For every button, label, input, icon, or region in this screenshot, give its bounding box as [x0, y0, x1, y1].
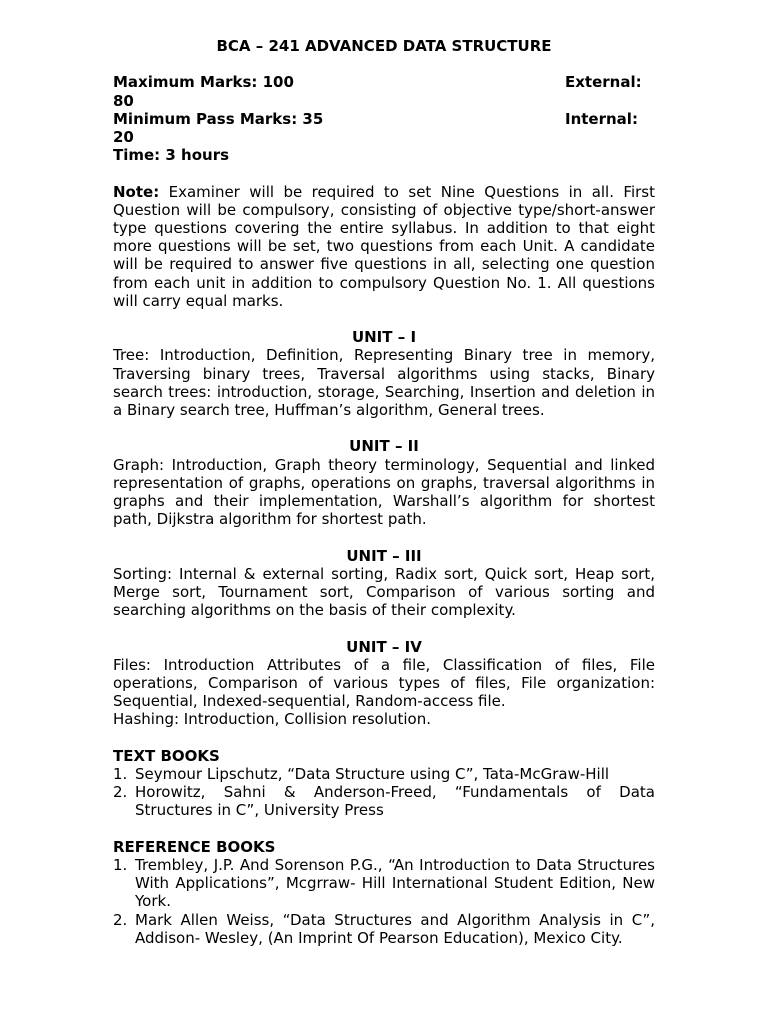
unit-heading: UNIT – II — [349, 437, 419, 456]
internal-label: Internal: — [565, 109, 638, 128]
unit-heading: UNIT – IV — [346, 637, 422, 656]
external-label: External: — [565, 73, 642, 92]
book-number: 1. — [113, 856, 128, 875]
reference-books-heading: REFERENCE BOOKS — [113, 837, 276, 856]
book-item — [113, 856, 655, 911]
units-section — [113, 310, 655, 729]
page-title: BCA – 241 ADVANCED DATA STRUCTURE — [216, 37, 552, 55]
unit-paragraph: Hashing: Introduction, Collision resolution. — [113, 710, 432, 729]
book-citation: Trembley, J.P. And Sorenson P.G., “An Introduction to Data Structures With Applications”, Mcgrraw- Hill International Student Edition, New York. — [135, 856, 655, 911]
book-item — [113, 765, 655, 783]
book-item — [113, 911, 655, 947]
min-pass-marks: Minimum Pass Marks: 35 — [113, 109, 324, 128]
internal-value: 20 — [113, 128, 134, 146]
external-value: 80 — [113, 91, 134, 110]
text-books-heading: TEXT BOOKS — [113, 746, 220, 765]
note-text: Examiner will be required to set Nine Questions in all. First Question will be compulsory, consisting of objective type/short-answer type questions covering the entire syllabus. In addition to that eight more questions will be set, two questions from each Unit. A candidate will be required to answer five questions in all, selecting one question from each unit in addition to compulsory Question No. 1. All questions will carry equal marks. — [113, 182, 655, 310]
max-marks-row — [113, 73, 655, 109]
unit-paragraph: Files: Introduction Attributes of a file, Classification of files, File operations, Comparison of various types of files, File organization: Sequential, Indexed-sequential, Random-access file. — [113, 655, 655, 711]
book-number: 2. — [113, 910, 128, 929]
document-body — [113, 37, 655, 947]
book-citation: Mark Allen Weiss, “Data Structures and Algorithm Analysis in C”, Addison- Wesley, (An Imprint Of Pearson Education), Mexico City. — [135, 910, 655, 947]
unit-paragraph: Tree: Introduction, Definition, Representing Binary tree in memory, Traversing binary trees, Traversal algorithms using stacks, Binary search trees: introduction, storage, Searching, Insertion and deletion in a Binary search tree, Huffman’s algorithm, General trees. — [113, 346, 655, 420]
note-paragraph — [113, 183, 655, 310]
min-pass-row — [113, 110, 655, 146]
book-citation: Seymour Lipschutz, “Data Structure using C”, Tata-McGraw-Hill — [135, 765, 610, 784]
book-item — [113, 783, 655, 819]
max-marks: Maximum Marks: 100 — [113, 73, 294, 92]
unit-paragraph: Graph: Introduction, Graph theory terminology, Sequential and linked representation of graphs, operations on graphs, traversal algorithms in graphs and their implementation, Warshall’s algorithm for shortest path, Dijkstra algorithm for shortest path. — [113, 455, 655, 529]
unit-paragraph: Sorting: Internal & external sorting, Radix sort, Quick sort, Heap sort, Merge sort, Tournament sort, Comparison of various sorting and searching algorithms on the basis of their complexity. — [113, 564, 655, 620]
book-number: 2. — [113, 783, 128, 802]
exam-time: Time: 3 hours — [113, 146, 230, 165]
unit-heading: UNIT – I — [351, 328, 417, 347]
unit-heading: UNIT – III — [346, 546, 422, 565]
note-label: Note: — [113, 182, 160, 201]
book-number: 1. — [113, 765, 128, 784]
reference-books-list — [113, 856, 655, 947]
text-books-list — [113, 765, 655, 820]
book-citation: Horowitz, Sahni & Anderson-Freed, “Fundamentals of Data Structures in C”, University Press — [135, 783, 655, 820]
